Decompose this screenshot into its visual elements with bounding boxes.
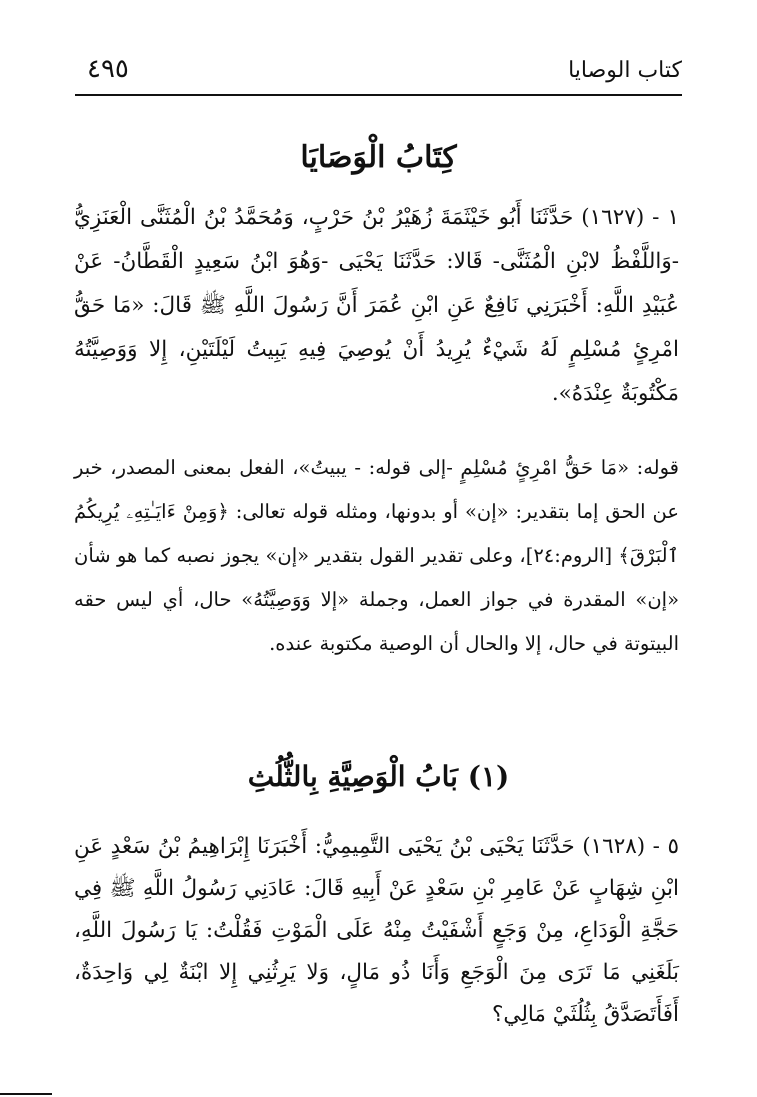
book-heading: كِتَابُ الْوَصَايَا [300, 140, 457, 175]
chapter-heading: (١) بَابُ الْوَصِيَّةِ بِالثُّلُثِ [247, 760, 510, 793]
footnote-divider [0, 1093, 52, 1095]
running-header [75, 52, 682, 96]
page-number: ٤٩٥ [87, 54, 129, 84]
commentary-paragraph: قوله: «مَا حَقُّ امْرِئٍ مُسْلِمٍ -إلى قوله: - يبيتُ»، الفعل بمعنى المصدر، خبر عن الحق إما بتقدير: «إن» أو بدونها، ومثله قوله تعالى: ﴿وَمِنْ ءَايَـٰتِهِۦ يُرِيكُمُ ٱلْبَرْقَ﴾ [الروم:٢٤]، وعلى تقدير القول بتقدير «إن» يجوز نصبه كما هو شأن «إن» المقدرة في جواز العمل، وجملة «إلا وَوَصِيَّتُهُ» حال، أي ليس حقه البيتوتة في حال، إلا والحال أن الوصية مكتوبة عنده. [74, 456, 679, 655]
header-book-title: كتاب الوصايا [568, 58, 682, 83]
hadith-paragraph: ٥ - (١٦٢٨) حَدَّثَنَا يَحْيَى بْنُ يَحْيَى التَّمِيمِيُّ: أَخْبَرَنَا إِبْرَاهِيمُ بْنُ سَعْدٍ عَنِ ابْنِ شِهَابٍ عَنْ عَامِرِ بْنِ سَعْدٍ عَنْ أَبِيهِ قَالَ: عَادَنِي رَسُولُ اللَّهِ ﷺ فِي حَجَّةِ الْوَدَاعِ، مِنْ وَجَعٍ أَشْفَيْتُ مِنْهُ عَلَى الْمَوْتِ فَقُلْتُ: يَا رَسُولَ اللَّهِ، بَلَغَنِي مَا تَرَى مِنَ الْوَجَعِ وَأَنَا ذُو مَالٍ، وَلا يَرِثُنِي إِلا ابْنَةٌ لِي وَاحِدَةٌ، أَفَأَتَصَدَّقُ بِثُلُثَيْ مَالِي؟ [74, 834, 679, 1027]
hadith-paragraph: ١ - (١٦٢٧) حَدَّثَنَا أَبُو خَيْثَمَةَ زُهَيْرُ بْنُ حَرْبٍ، وَمُحَمَّدُ بْنُ الْمُثَنَّى الْعَنَزِيُّ -وَاللَّفْظُ لابْنِ الْمُثَنَّى- قَالا: حَدَّثَنَا يَحْيَى -وَهُوَ ابْنُ سَعِيدٍ الْقَطَّانُ- عَنْ عُبَيْدِ اللَّهِ: أَخْبَرَنِي نَافِعٌ عَنِ ابْنِ عُمَرَ أَنَّ رَسُولَ اللَّهِ ﷺ قَالَ: «مَا حَقُّ امْرِئٍ مُسْلِمٍ لَهُ شَيْءٌ يُرِيدُ أَنْ يُوصِيَ فِيهِ يَبِيتُ لَيْلَتَيْنِ، إِلا وَوَصِيَّتُهُ مَكْتُوبَةٌ عِنْدَهُ». [74, 205, 679, 406]
